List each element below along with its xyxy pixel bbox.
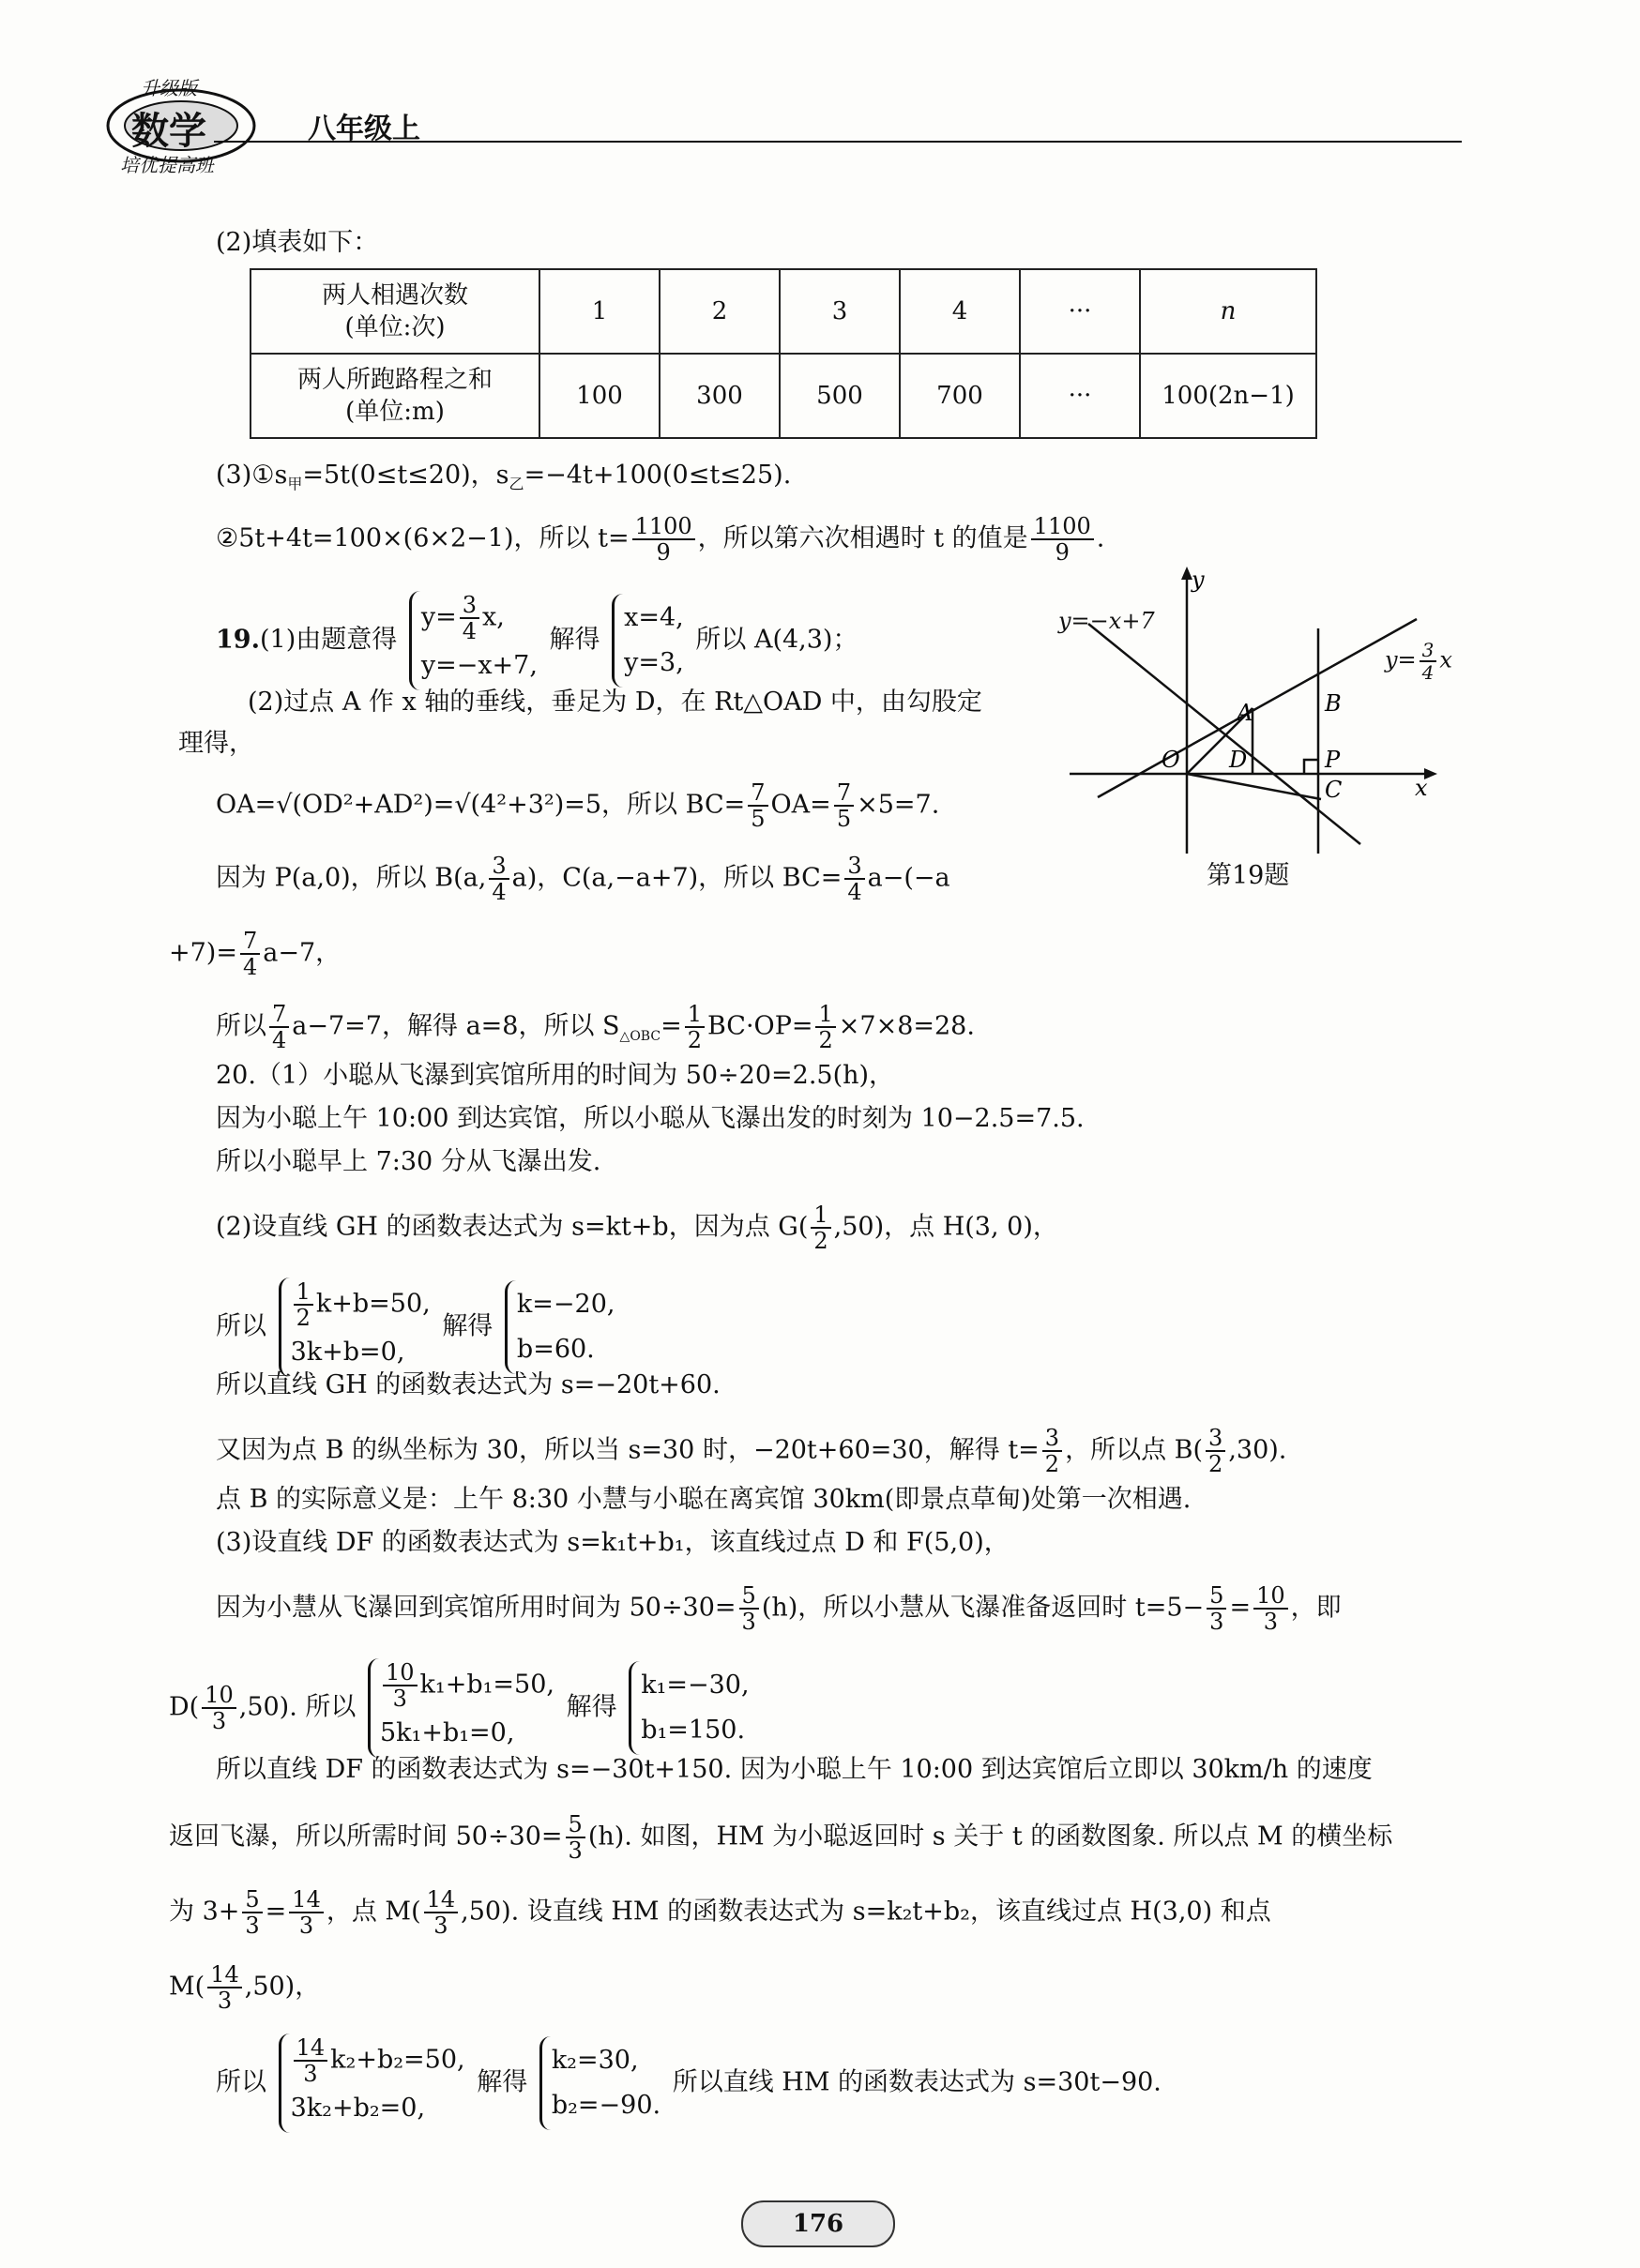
table-cell: 2 [660,269,780,354]
table-row-header: 两人所跑路程之和 (单位:m) [251,354,539,438]
label-C: C [1325,777,1343,803]
label-O: O [1162,747,1180,773]
table-row-header: 两人相遇次数 (单位:次) [251,269,539,354]
q20-line13: 返回飞瀑，所以所需时间 50÷30= $\frac{5}{3}$ (h). 如图，HM 为小聪返回时 s 关于 t 的函数图象. 所以点 M 的横坐标 [169,1811,1393,1864]
q20-line7: 又因为点 B 的纵坐标为 30，所以当 s=30 时，−20t+60=30，解得 t= $\frac{3}{2}$ ，所以点 B( $\frac{3}{2}$ ,30). [216,1425,1287,1477]
q20-line6: 所以直线 GH 的函数表达式为 s=−20t+60. [216,1370,721,1399]
label-A: A [1237,700,1253,726]
q19-line5: +7)= $\frac{7}{4}$ a−7， [169,928,342,980]
table-cell: 700 [900,354,1020,438]
table-cell: 4 [900,269,1020,354]
table-row [251,354,1316,438]
q20-line11: D( $\frac{10}{3}$ ,50). 所以 $\frac{10}{3}$ k₁+b₁=50, 5k₁+b₁=0, 解得 k₁=−30, b₁=150. [169,1658,753,1758]
table-intro: (2)填表如下： [216,228,379,257]
table-cell: 1 [539,269,660,354]
q20-line12: 所以直线 DF 的函数表达式为 s=−30t+150. 因为小聪上午 10:00 到达宾馆后立即以 30km/h 的速度 [216,1755,1373,1784]
table-cell: 300 [660,354,780,438]
table-cell: 3 [780,269,900,354]
segment-OC [1187,774,1321,799]
q20-line16: 所以 $\frac{14}{3}$ k₂+b₂=50, 3k₂+b₂=0, 解得 k₂=30, b₂=−90. 所以直线 HM 的函数表达式为 s=30t−90. [216,2034,1162,2133]
header-rule [214,141,1462,143]
q20-line1: 20.（1）小聪从飞瀑到宾馆所用的时间为 50÷20=2.5(h)， [216,1061,895,1090]
part3b-line: ②5t+4t=100×(6×2−1)，所以 t= $\frac{1100}{9}$ ，所以第六次相遇时 t 的值是 $\frac{1100}{9}$ . [216,513,1105,566]
q19-line2: (2)过点 A 作 x 轴的垂线，垂足为 D，在 Rt△OAD 中，由勾股定 [248,688,982,717]
label-P: P [1325,747,1341,773]
table-row [251,269,1316,354]
q19-line2b: 理得， [178,729,254,758]
table-cell: n [1140,269,1316,354]
q20-line5: 所以 $\frac{1}{2}$ k+b=50, 3k+b=0, 解得 k=−20, b=60. [216,1278,618,1377]
line-y-3-4x [1098,619,1417,797]
figure-line1-label: y=−x+7 [1058,608,1155,634]
right-angle-mark [1304,760,1318,774]
label-B: B [1325,690,1342,717]
table-cell: 100 [539,354,660,438]
q20-line15: M( $\frac{14}{3}$ ,50)， [169,1961,321,2014]
line-y-neg-x-7 [1088,624,1360,844]
figure-caption: 第19题 [1207,861,1290,890]
q19-line6: 所以 $\frac{7}{4}$ a−7=7，解得 a=8，所以 $S_{\triangle OBC}=$ $\frac{1}{2}$ BC·OP= $\frac{1}{2}$ ×7×8=28. [216,1001,975,1053]
q19-line1: 19.(1)由题意得 y= $\frac{3}{4}$ x, y=−x+7, 解得 x=4, y=3, 所以 A(4,3)； [216,591,858,690]
logo-small-text: 升级版 [141,77,197,99]
table-cell: 500 [780,354,900,438]
page-number: 176 [741,2200,895,2247]
logo-main-text: 数学 [131,109,206,153]
q19-line3: OA=√(OD²+AD²)=√(4²+3²)=5，所以 BC= $\frac{7}{5}$ OA= $\frac{7}{5}$ ×5=7. [216,779,940,832]
answer-table [250,268,1317,439]
q20-line8: 点 B 的实际意义是：上午 8:30 小慧与小聪在离宾馆 30km(即景点草甸)处第一次相遇. [216,1485,1192,1514]
table-cell: ··· [1020,269,1140,354]
figure-line2-label: y= $\frac{3}{4}$ x [1385,639,1452,684]
q20-line14: 为 3+ $\frac{5}{3}$ = $\frac{14}{3}$ ，点 M( $\frac{14}{3}$ ,50). 设直线 HM 的函数表达式为 s=k₂t+b₂，该直线过点 H(3,0) 和点 [169,1886,1271,1939]
logo-sub-text: 培优提高班 [120,154,214,176]
q19-line4: 因为 P(a,0)，所以 B(a, $\frac{3}{4}$ a)，C(a,−a+7)，所以 BC= $\frac{3}{4}$ a−(−a [216,853,950,905]
q20-line10: 因为小慧从飞瀑回到宾馆所用时间为 50÷30= $\frac{5}{3}$ (h)，所以小慧从飞瀑准备返回时 t=5− $\frac{5}{3}$ = $\frac{10}{3}$ ，即 [216,1582,1342,1635]
table-cell: 100(2n−1) [1140,354,1316,438]
q20-line2: 因为小聪上午 10:00 到达宾馆，所以小聪从飞瀑出发的时刻为 10−2.5=7.5. [216,1104,1085,1133]
table-cell: ··· [1020,354,1140,438]
q20-line4: (2)设直线 GH 的函数表达式为 s=kt+b，因为点 G( $\frac{1}{2}$ ,50)，点 H(3, 0)， [216,1202,1058,1254]
label-y: y [1192,567,1205,593]
label-x: x [1415,775,1428,801]
q20-line9: (3)设直线 DF 的函数表达式为 s=k₁t+b₁，该直线过点 D 和 F(5,0)， [216,1528,1010,1557]
grade-label: 八年级上 [308,113,420,145]
q20-line3: 所以小聪早上 7:30 分从飞瀑出发. [216,1147,601,1176]
part3-line: $(3)①s_甲=5t(0\le t\le 20)$，$s_乙=-4t+100(0\le t\le 25)$. [216,461,792,493]
label-D: D [1229,747,1248,773]
